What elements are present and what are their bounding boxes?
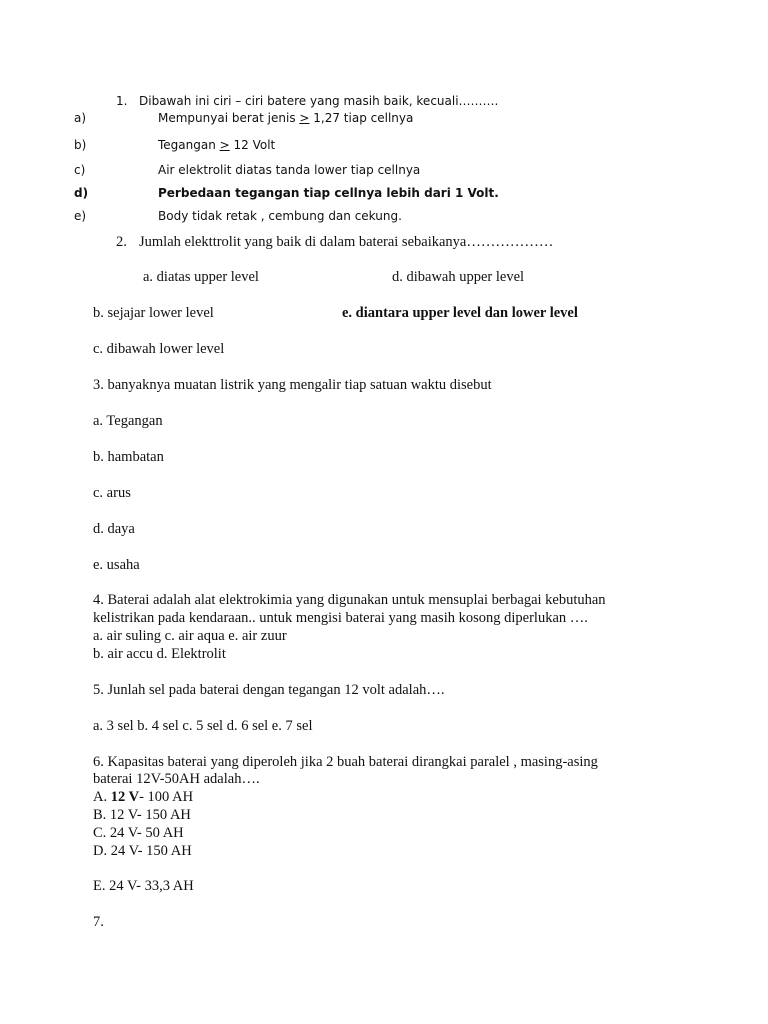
q4-line2: kelistrikan pada kendaraan.. untuk mengisi baterai yang masih kosong diperlukan …. (93, 610, 588, 626)
q6-option-d: D. 24 V- 150 AH (93, 843, 192, 859)
q4-line1: 4. Baterai adalah alat elektrokimia yang digunakan untuk mensuplai berbagai kebutuhan (93, 592, 606, 608)
q2-number: 2. (116, 234, 127, 250)
q3-option-d: d. daya (93, 521, 135, 537)
q1-option-a-letter: a) (74, 111, 87, 125)
q5-options: a. 3 sel b. 4 sel c. 5 sel d. 6 sel e. 7 sel (93, 718, 313, 734)
q1-option-b: Tegangan > 12 Volt (158, 138, 276, 152)
q6-option-b: B. 12 V- 150 AH (93, 807, 191, 823)
q4-options-line2: b. air accu d. Elektrolit (93, 646, 226, 662)
q4-options-line1: a. air suling c. air aqua e. air zuur (93, 628, 287, 644)
q6-option-e: E. 24 V- 33,3 AH (93, 878, 194, 894)
q6-line2: baterai 12V-50AH adalah…. (93, 771, 260, 787)
q3-option-e: e. usaha (93, 557, 140, 573)
q1-option-d-letter: d) (74, 186, 89, 200)
q1-option-d: Perbedaan tegangan tiap cellnya lebih dari 1 Volt. (158, 186, 499, 200)
q7-number: 7. (93, 914, 104, 930)
q1-question: Dibawah ini ciri – ciri batere yang masih baik, kecuali………. (139, 94, 499, 108)
q1-option-e-letter: e) (74, 209, 87, 223)
q1-option-e: Body tidak retak , cembung dan cekung. (158, 209, 402, 223)
q5-question: 5. Junlah sel pada baterai dengan tegangan 12 volt adalah…. (93, 682, 445, 698)
q6-option-c: C. 24 V- 50 AH (93, 825, 184, 841)
q3-option-b: b. hambatan (93, 449, 164, 465)
q2-question: Jumlah elekttrolit yang baik di dalam baterai sebaikanya……………… (139, 234, 554, 250)
q6-option-a: A. 12 V- 100 AH (93, 789, 194, 805)
q3-option-c: c. arus (93, 485, 131, 501)
q1-option-c: Air elektrolit diatas tanda lower tiap cellnya (158, 163, 421, 177)
q2-option-c: c. dibawah lower level (93, 341, 225, 357)
q1-option-b-letter: b) (74, 138, 87, 152)
q1-option-c-letter: c) (74, 163, 86, 177)
q6-line1: 6. Kapasitas baterai yang diperoleh jika 2 buah baterai dirangkai paralel , masing-asing (93, 754, 598, 770)
q2-option-e: e. diantara upper level dan lower level (342, 305, 578, 321)
q2-option-b: b. sejajar lower level (93, 305, 214, 321)
q1-option-a: Mempunyai berat jenis > 1,27 tiap cellnya (158, 111, 414, 125)
q2-option-a: a. diatas upper level (143, 269, 259, 285)
q3-question: 3. banyaknya muatan listrik yang mengalir tiap satuan waktu disebut (93, 377, 492, 393)
q3-option-a: a. Tegangan (93, 413, 163, 429)
q2-option-d: d. dibawah upper level (392, 269, 525, 285)
q1-number: 1. (116, 94, 128, 108)
